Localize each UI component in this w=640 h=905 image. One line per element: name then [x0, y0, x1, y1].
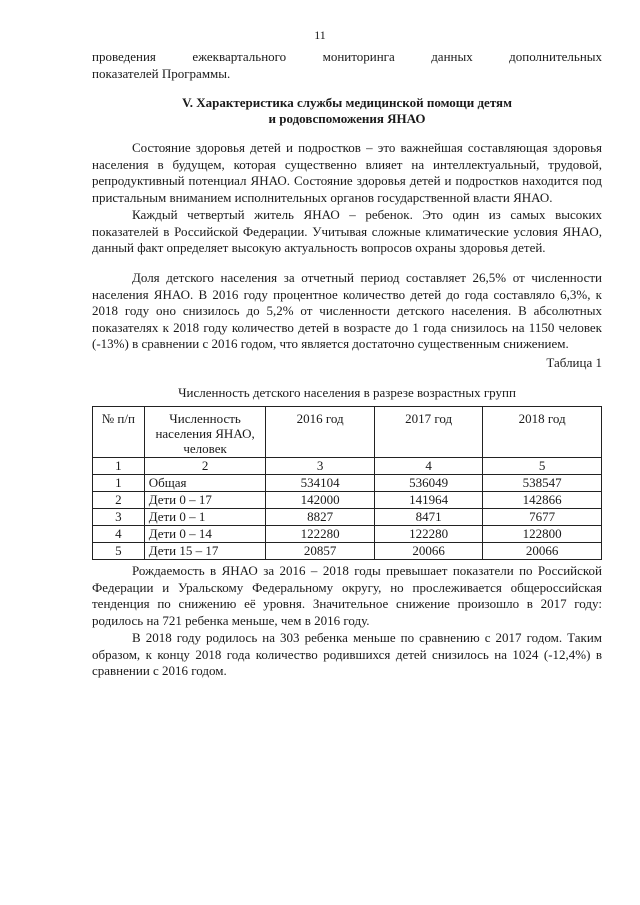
table-label: Таблица 1: [546, 355, 602, 370]
lead-line-1: [92, 48, 602, 65]
table-row: [93, 526, 602, 543]
table-cell: 3: [266, 458, 374, 475]
lead-word: данных: [431, 49, 473, 64]
table-cell: 3: [93, 509, 145, 526]
table-cell: 4: [374, 458, 482, 475]
table-cell: Дети 0 – 1: [144, 509, 266, 526]
lead-word: мониторинга: [322, 49, 395, 64]
header-number: № п/п: [93, 407, 145, 458]
section-heading-line-1: V. Характеристика службы медицинской помощи детям: [182, 95, 512, 110]
lead-line-2: показателей Программы.: [92, 66, 231, 81]
table-cell: 20066: [483, 543, 602, 560]
paragraph-2018-births: В 2018 году родилось на 303 ребенка меньше по сравнению с 2017 годом. Таким образом, к концу 2018 года количество родившихся детей снизилось на 1024 (-12,4%) в сравнении с 2016 годом.: [92, 630, 602, 679]
table-header-row: [93, 407, 602, 458]
lead-word: ежеквартального: [192, 49, 287, 64]
table-cell: 5: [483, 458, 602, 475]
table-cell: 141964: [374, 492, 482, 509]
lead-word: дополнительных: [509, 49, 603, 64]
lead-word: проведения: [92, 49, 156, 64]
table-cell: Дети 0 – 17: [144, 492, 266, 509]
table-cell: 7677: [483, 509, 602, 526]
table-cell: 20066: [374, 543, 482, 560]
header-2017: 2017 год: [374, 407, 482, 458]
table-cell: 8471: [374, 509, 482, 526]
table-cell: 142000: [266, 492, 374, 509]
header-population: Численность населения ЯНАО, человек: [144, 407, 266, 458]
table-row: [93, 475, 602, 492]
table-cell: 142866: [483, 492, 602, 509]
paragraph-health: Состояние здоровья детей и подростков – это важнейшая составляющая здоровья населения в будущем, которая существенно влияет на интеллектуальный, трудовой, репродуктивный потенциал ЯНАО. Состояние здоровья детей и подростков находится под пристальным вниманием исполнительных органов государственной власти ЯНАО.: [92, 140, 602, 205]
section-heading: [92, 95, 602, 127]
table-cell: 538547: [483, 475, 602, 492]
paragraph-birth-rate: Рождаемость в ЯНАО за 2016 – 2018 годы превышает показатели по Российской Федерации и Уральскому Федеральному округу, но прослеживается общероссийская тенденция по снижению её уровня. Значительное снижение произошло в 2017 году: родилось на 721 ребенка меньше, чем в 2016 году.: [92, 563, 602, 628]
header-2018: 2018 год: [483, 407, 602, 458]
table-cell: 2: [144, 458, 266, 475]
table-row: [93, 492, 602, 509]
table-cell: Общая: [144, 475, 266, 492]
table-cell: 1: [93, 475, 145, 492]
table-cell: 122800: [483, 526, 602, 543]
paragraph-every-fourth: Каждый четвертый житель ЯНАО – ребенок. Это один из самых высоких показателей в Российской Федерации. Учитывая сложные климатические условия ЯНАО, данный факт определяет высокую актуальность вопросов охраны здоровья детей.: [92, 207, 602, 256]
table-cell: Дети 15 – 17: [144, 543, 266, 560]
paragraph-child-share: Доля детского населения за отчетный период составляет 26,5% от численности населения ЯНАО. В 2016 году процентное количество детей до года составляло 6,3%, к 2018 году оно снизилось до 5,2% от численности детского населения. В абсолютных показателях к 2018 году количество детей в возрасте до 1 года снизилось на 1150 человек (-13%) в сравнении с 2016 годом, что является достаточно существенным снижением.: [92, 270, 602, 352]
table-cell: 1: [93, 458, 145, 475]
table-cell: Дети 0 – 14: [144, 526, 266, 543]
table-row: [93, 543, 602, 560]
population-table: [92, 406, 602, 560]
table-caption: Численность детского населения в разрезе возрастных групп: [178, 385, 516, 400]
table-cell: 20857: [266, 543, 374, 560]
table-cell: 8827: [266, 509, 374, 526]
table-cell: 534104: [266, 475, 374, 492]
table-row: [93, 509, 602, 526]
table-cell: 122280: [374, 526, 482, 543]
table-cell: 536049: [374, 475, 482, 492]
header-2016: 2016 год: [266, 407, 374, 458]
table-cell: 5: [93, 543, 145, 560]
table-cell: 4: [93, 526, 145, 543]
table-cell: 122280: [266, 526, 374, 543]
table-numbering-row: [93, 458, 602, 475]
table-cell: 2: [93, 492, 145, 509]
page-number: 11: [314, 28, 326, 42]
section-heading-line-2: и родовспоможения ЯНАО: [268, 111, 426, 126]
